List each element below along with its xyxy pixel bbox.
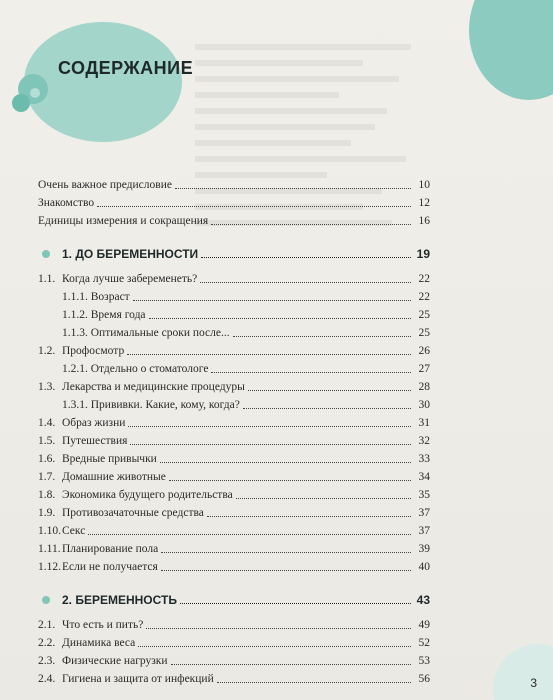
- dot-leader: [233, 324, 411, 337]
- dot-leader: [180, 591, 411, 604]
- toc-entry[interactable]: [38, 432, 430, 450]
- dot-leader: [127, 342, 411, 355]
- page-number: 3: [530, 676, 537, 690]
- dot-leader: [211, 212, 411, 225]
- toc-entry[interactable]: [38, 194, 430, 212]
- toc-section-1-list: [38, 270, 430, 576]
- dot-leader: [128, 414, 411, 427]
- toc-entry-label: Физические нагрузки: [62, 655, 168, 667]
- dot-leader: [138, 634, 411, 647]
- toc-entry[interactable]: [38, 504, 430, 522]
- toc-entry-number: 1.9.: [38, 507, 56, 519]
- toc-entry[interactable]: [38, 360, 430, 378]
- dot-leader: [88, 522, 411, 535]
- toc-entry[interactable]: [38, 212, 430, 230]
- toc-entry-label: Когда лучше забеременеть?: [62, 273, 198, 285]
- dot-leader: [149, 306, 411, 319]
- decorative-dot: [12, 94, 30, 112]
- toc-entry-number: 2.3.: [38, 655, 56, 667]
- dot-leader: [217, 670, 411, 683]
- decorative-dot: [30, 88, 40, 98]
- toc-entry-number: 1.3.: [38, 381, 56, 393]
- dot-leader: [248, 378, 411, 391]
- toc-section-2-list: [38, 616, 430, 688]
- toc-entry[interactable]: [38, 486, 430, 504]
- toc-entry-page: 34: [418, 471, 430, 483]
- toc-section-heading[interactable]: [38, 244, 430, 264]
- dot-leader: [207, 504, 411, 517]
- toc-entry[interactable]: [38, 414, 430, 432]
- toc-entry[interactable]: [38, 288, 430, 306]
- toc-entry-number: 1.10.: [38, 525, 61, 537]
- decorative-circle-top-right: [469, 0, 553, 100]
- toc-entry-label: 1.2.1. Отдельно о стоматологе: [62, 363, 209, 375]
- toc-entry-page: 10: [418, 179, 430, 191]
- toc-entry[interactable]: [38, 616, 430, 634]
- toc-entry-label: Противозачаточные средства: [62, 507, 204, 519]
- dot-leader: [97, 194, 411, 207]
- toc-entry-label: 2. БЕРЕМЕННОСТЬ: [62, 593, 177, 607]
- toc-entry-label: Лекарства и медицинские процедуры: [62, 381, 245, 393]
- dot-leader: [200, 270, 411, 283]
- toc-entry-label: Профосмотр: [62, 345, 125, 357]
- toc-entry-page: 35: [418, 489, 430, 501]
- toc-entry-label: 1.1.1. Возраст: [62, 291, 130, 303]
- decorative-circle-title: [24, 22, 182, 142]
- toc-entry-label: Образ жизни: [62, 417, 126, 429]
- toc-entry-page: 43: [416, 593, 430, 607]
- toc-entry-number: 1.5.: [38, 435, 56, 447]
- toc-entry-number: 1.8.: [38, 489, 56, 501]
- toc-entry-number: 1.2.: [38, 345, 56, 357]
- toc-entry-page: 53: [418, 655, 430, 667]
- toc-entry-label: Вредные привычки: [62, 453, 157, 465]
- dot-leader: [201, 245, 411, 258]
- toc-entry[interactable]: [38, 396, 430, 414]
- toc-entry[interactable]: [38, 270, 430, 288]
- dot-leader: [133, 288, 411, 301]
- dot-leader: [236, 486, 411, 499]
- toc-entry-page: 25: [418, 327, 430, 339]
- toc-entry-label: 1.1.3. Оптимальные сроки после...: [62, 327, 230, 339]
- toc-entry[interactable]: [38, 540, 430, 558]
- toc-entry-page: 27: [418, 363, 430, 375]
- toc-entry-label: Очень важное предисловие: [38, 179, 172, 191]
- toc-entry[interactable]: [38, 450, 430, 468]
- section-bullet-icon: [42, 250, 50, 258]
- section-bullet-icon: [42, 596, 50, 604]
- toc-entry[interactable]: [38, 342, 430, 360]
- toc-entry-number: 2.4.: [38, 673, 56, 685]
- toc-entry-page: 30: [418, 399, 430, 411]
- toc-entry-page: 40: [418, 561, 430, 573]
- toc-entry-label: Домашние животные: [62, 471, 166, 483]
- toc-intro-list: [38, 176, 430, 230]
- toc-entry-label: Гигиена и защита от инфекций: [62, 673, 214, 685]
- toc-entry[interactable]: [38, 558, 430, 576]
- toc-entry-number: 2.1.: [38, 619, 56, 631]
- toc-entry-page: 56: [418, 673, 430, 685]
- toc-entry-page: 19: [416, 247, 430, 261]
- toc-entry-page: 33: [418, 453, 430, 465]
- toc-entry-label: Путешествия: [62, 435, 128, 447]
- toc-entry-page: 37: [418, 507, 430, 519]
- toc-entry-page: 16: [418, 215, 430, 227]
- toc-entry-label: Экономика будущего родительства: [62, 489, 233, 501]
- toc-entry-label: Единицы измерения и сокращения: [38, 215, 209, 227]
- toc-section-heading[interactable]: [38, 590, 430, 610]
- toc-entry-page: 25: [418, 309, 430, 321]
- toc-entry-label: Что есть и пить?: [62, 619, 144, 631]
- dot-leader: [161, 558, 411, 571]
- dot-leader: [169, 468, 411, 481]
- toc-entry-page: 26: [418, 345, 430, 357]
- toc-entry-number: 1.11.: [38, 543, 61, 555]
- decorative-circle-bottom-right: [493, 644, 553, 700]
- toc-entry-page: 37: [418, 525, 430, 537]
- toc-entry[interactable]: [38, 378, 430, 396]
- toc-entry-number: 1.4.: [38, 417, 56, 429]
- toc-entry-page: 28: [418, 381, 430, 393]
- toc-entry-label: Если не получается: [62, 561, 158, 573]
- toc-entry[interactable]: [38, 306, 430, 324]
- toc-entry-page: 39: [418, 543, 430, 555]
- table-of-contents: [38, 176, 430, 688]
- page-title: СОДЕРЖАНИЕ: [58, 58, 194, 78]
- toc-entry-number: 2.2.: [38, 637, 56, 649]
- toc-entry[interactable]: [38, 468, 430, 486]
- toc-entry-label: Планирование пола: [62, 543, 159, 555]
- toc-entry-page: 22: [418, 273, 430, 285]
- toc-entry-number: 1.6.: [38, 453, 56, 465]
- toc-entry[interactable]: [38, 176, 430, 194]
- toc-entry-page: 31: [418, 417, 430, 429]
- toc-entry-number: 1.1.: [38, 273, 56, 285]
- toc-entry[interactable]: [38, 670, 430, 688]
- toc-entry[interactable]: [38, 652, 430, 670]
- toc-entry-label: 1.1.2. Время года: [62, 309, 146, 321]
- toc-entry[interactable]: [38, 324, 430, 342]
- dot-leader: [175, 176, 411, 189]
- toc-entry-label: 1. ДО БЕРЕМЕННОСТИ: [62, 247, 199, 261]
- toc-entry[interactable]: [38, 634, 430, 652]
- toc-entry-page: 52: [418, 637, 430, 649]
- dot-leader: [130, 432, 411, 445]
- dot-leader: [171, 652, 411, 665]
- toc-entry-page: 12: [418, 197, 430, 209]
- dot-leader: [161, 540, 411, 553]
- toc-entry-label: Динамика веса: [62, 637, 136, 649]
- toc-entry-number: 1.7.: [38, 471, 56, 483]
- toc-entry-page: 49: [418, 619, 430, 631]
- toc-entry-label: Знакомство: [38, 197, 95, 209]
- toc-entry-label: Секс: [62, 525, 86, 537]
- dot-leader: [160, 450, 411, 463]
- toc-entry-number: 1.12.: [38, 561, 61, 573]
- dot-leader: [146, 616, 411, 629]
- dot-leader: [243, 396, 411, 409]
- toc-entry-page: 32: [418, 435, 430, 447]
- dot-leader: [211, 360, 411, 373]
- toc-entry-label: 1.3.1. Прививки. Какие, кому, когда?: [62, 399, 240, 411]
- toc-entry-page: 22: [418, 291, 430, 303]
- toc-entry[interactable]: [38, 522, 430, 540]
